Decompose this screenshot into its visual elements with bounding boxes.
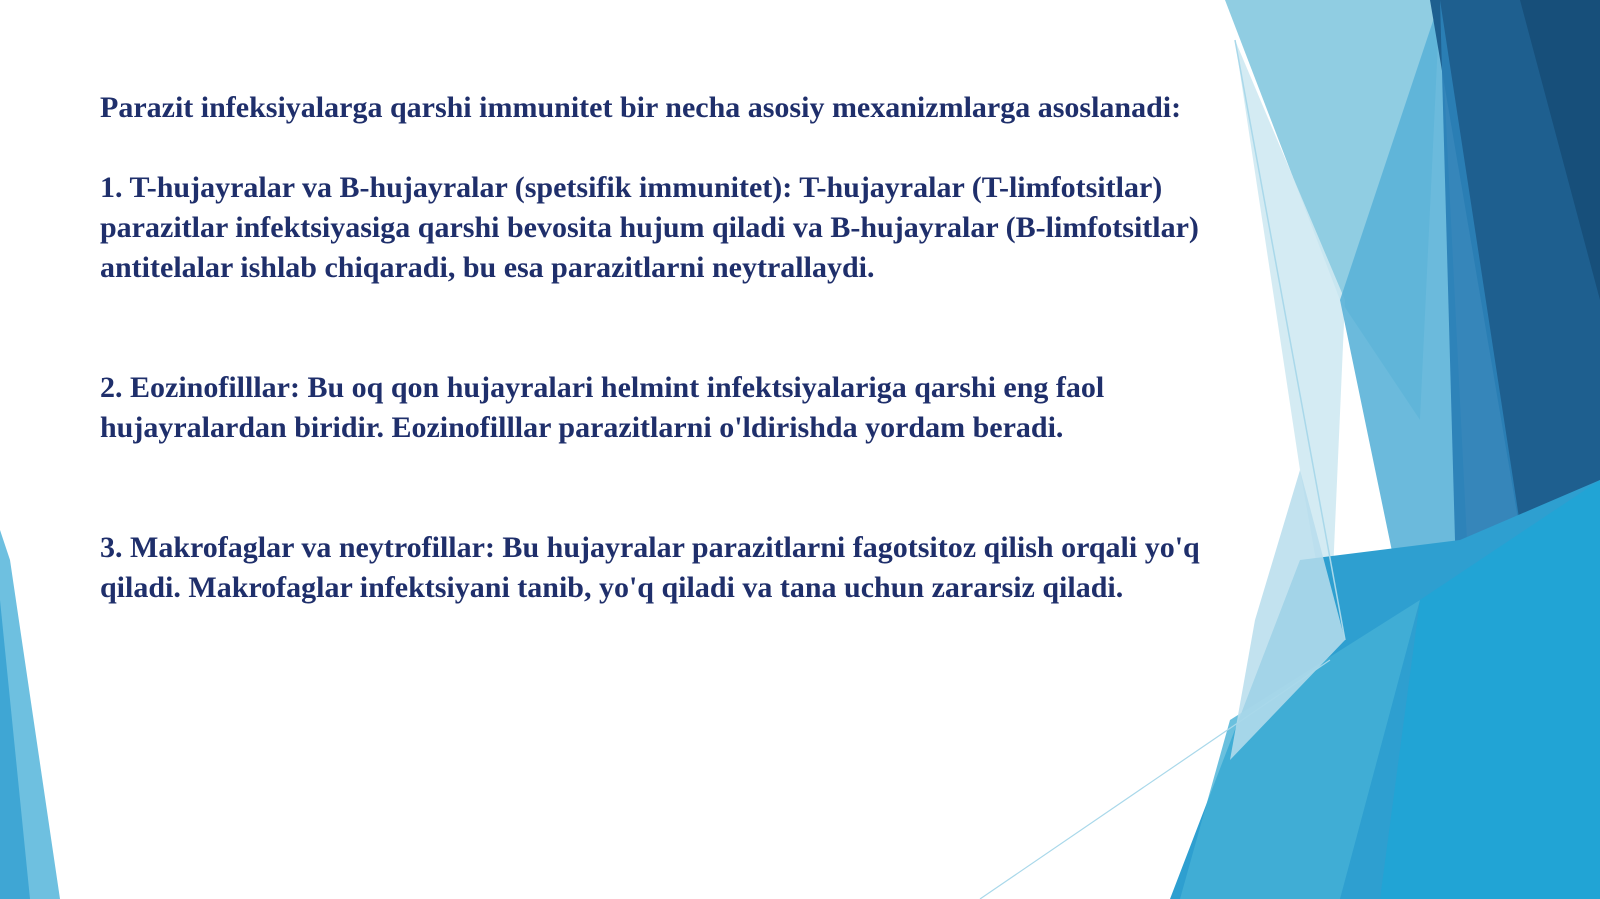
list-item-1: 1. T-hujayralar va B-hujayralar (spetsifik immunitet): T-hujayralar (T-limfotsitlar) parazitlar infektsiyasiga qarshi bevosita hujum qiladi va B-hujayralar (B-limfotsitlar) antitelalar ishlab chiqaradi, bu esa parazitlarni neytrallaydi.: [100, 171, 1199, 284]
list-item-2: 2. Eozinofilllar: Bu oq qon hujayralari helmint infektsiyalariga qarshi eng faol hujayralardan biridir. Eozinofilllar parazitlarni o'ldirishda yordam beradi.: [100, 371, 1105, 444]
intro-paragraph: Parazit infeksiyalarga qarshi immunitet bir necha asosiy mexanizmlarga asoslanadi:: [100, 91, 1182, 124]
content-text: [100, 88, 1200, 608]
list-item-3: 3. Makrofaglar va neytrofillar: Bu hujayralar parazitlarni fagotsitoz qilish orqali yo'q qiladi. Makrofaglar infektsiyani tanib, yo'q qiladi va tana uchun zararsiz qiladi.: [100, 531, 1200, 604]
